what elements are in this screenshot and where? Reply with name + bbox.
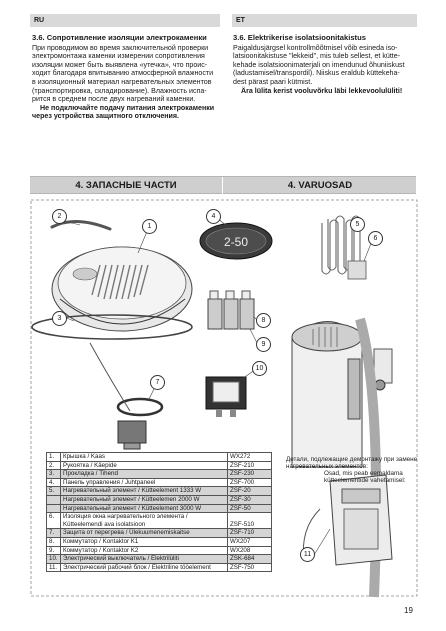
- warning-line: Не подключайте подачу питания электрокаменки: [40, 103, 215, 112]
- warning-line: Ära lülita kerist vooluvõrku läbi lekkevoolulüliti!: [241, 86, 403, 95]
- electric-unit-drawing: [303, 475, 392, 565]
- callout-8: 8: [256, 313, 271, 328]
- paragraph-line: ходит благодаря впитыванию атмосферной влажности: [32, 69, 214, 78]
- page-number: 19: [404, 606, 413, 615]
- language-tag-ru: RU: [30, 14, 220, 27]
- section-title-spare-parts-et: 4. VARUOSAD: [287, 180, 353, 191]
- paragraph-line: рится в среднем после двух нагреваний каменки.: [32, 95, 196, 104]
- callout-4: 4: [206, 209, 221, 224]
- table-row: 2. Рукоятка / Käepide ZSF-210: [47, 461, 272, 470]
- table-row: 3. Прокладка / Tihend ZSF-230: [47, 470, 272, 479]
- paragraph-line: kehade isolatsioonimaterjali on imendunud õhuniiskust: [233, 60, 405, 69]
- warning-line: через устройства защитного отключения.: [32, 112, 180, 121]
- table-row: 6. Изоляция окна нагревательного элемента / Kütteelemendi ava isolatsioon ZSF-510: [47, 513, 272, 529]
- callout-1: 1: [142, 219, 157, 234]
- section-title-spare-parts-ru: 4. ЗАПАСНЫЕ ЧАСТИ: [30, 177, 223, 194]
- overheat-protector-drawing: [90, 343, 162, 449]
- table-row: 9. Коммутатор / Kontaktor K2 WX208: [47, 546, 272, 555]
- removal-note: [286, 456, 420, 484]
- panel-display-text: 2-50: [223, 235, 249, 249]
- callout-6: 6: [368, 231, 383, 246]
- callout-3: 3: [52, 311, 67, 326]
- callout-7: 7: [150, 375, 165, 390]
- callout-11: 11: [300, 547, 315, 562]
- removal-note-et: Osad, mis peab eemaldama kütteelementide vahetamisel:: [324, 470, 406, 484]
- section-et-insulation: [233, 34, 421, 95]
- table-row: 1. Крышка / Kaas WX272: [47, 453, 272, 462]
- table-row: 8. Коммутатор / Kontaktor K1 WX207: [47, 537, 272, 546]
- callout-5: 5: [350, 217, 365, 232]
- callout-2: 2: [52, 209, 67, 224]
- table-row: Нагревательный элемент / Kütteelement 3000 W ZSF-50: [47, 504, 272, 513]
- paragraph-line: в изоляционный материал нагревательных элементов: [32, 77, 212, 86]
- table-row: 4. Панель управления / Juhtpaneel ZSF-700: [47, 478, 272, 487]
- contactor-drawing: [208, 291, 254, 329]
- table-row: 5. Нагревательный элемент / Kütteelement 1333 W ZSF-20: [47, 487, 272, 496]
- electric-switch-drawing: [206, 377, 246, 417]
- callout-9: 9: [256, 337, 271, 352]
- table-row: 11. Электрический рабочий блок / Elektriline tööelement ZSF-750: [47, 563, 272, 572]
- section-header-band: [30, 176, 416, 194]
- paragraph-line: При проводимом во время заключительной проверки: [32, 43, 209, 52]
- callout-10: 10: [252, 361, 267, 376]
- language-tag-et: ET: [232, 14, 417, 27]
- paragraph-line: Paigaldusjärgsel kontrollmõõtmisel võib esineda iso-: [233, 43, 398, 52]
- section-ru-insulation: [32, 34, 222, 121]
- paragraph-line: (транспортировка, складирование). Влажность испа-: [32, 86, 207, 95]
- spare-parts-table: [46, 452, 272, 572]
- paragraph-line: dest pärast paari kütmist.: [233, 77, 313, 86]
- table-row: 7. Защита от перегрева / Ülekuumenemiskaitse ZSF-710: [47, 529, 272, 538]
- section-title-et: 3.6. Elektrikerise isolatsioonitakistus: [233, 33, 366, 42]
- paragraph-line: изоляции может быть выявлена «утечка», что проис-: [32, 60, 208, 69]
- section-title-ru: 3.6. Сопротивление изоляции электрокаменки: [32, 33, 207, 42]
- paragraph-line: электромонтажа каменки измерении сопротивления: [32, 52, 205, 61]
- paragraph-line: latsioonitakistuse "lekkeid", mis tuleb sellest, et kütte-: [233, 52, 401, 61]
- removal-note-ru: Детали, подлежащие демонтажу при замене нагревательных элементов:: [286, 456, 418, 470]
- paragraph-line: (ladustamisel/transpordil). Niiskus eraldub küttekeha-: [233, 69, 400, 78]
- table-row: 10. Электрический выключатель / Elektrilüliti ZSK-684: [47, 555, 272, 564]
- table-row: Нагревательный элемент / Kütteelemen 2000 W ZSF-30: [47, 495, 272, 504]
